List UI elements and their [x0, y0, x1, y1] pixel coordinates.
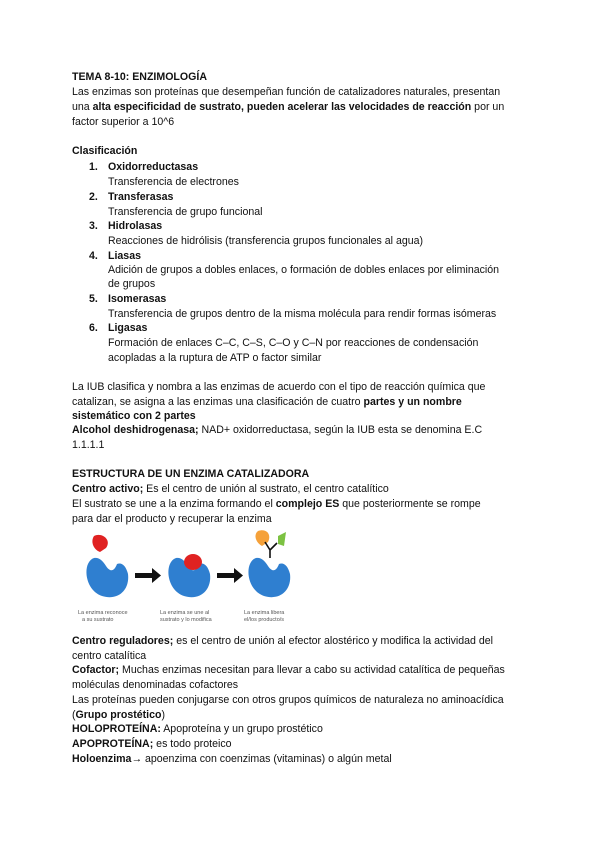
- holoenzyme-line: [72, 752, 392, 766]
- class-item-6-name: Ligasas: [108, 322, 148, 334]
- active-site-text: Es el centro de unión al sustrato, el centro catalítico: [143, 483, 389, 495]
- classification-heading: Clasificación: [72, 145, 138, 157]
- substrate-text-end: que posteriormente se rompe: [339, 498, 481, 510]
- intro-text: una: [72, 101, 93, 113]
- apoprotein-text: es todo proteico: [153, 738, 232, 750]
- class-item-4-desc: Adición de grupos a dobles enlaces, o formación de dobles enlaces por eliminación: [108, 264, 500, 276]
- cofactor-label: Cofactor;: [72, 664, 120, 676]
- regulators-line-1: [72, 634, 493, 648]
- cofactor-line-3: Las proteínas pueden conjugarse con otros grupos químicos de naturaleza no aminoacídica: [72, 694, 504, 706]
- class-item-6-number: 6.: [89, 322, 98, 334]
- class-item-2-desc: Transferencia de grupo funcional: [108, 206, 263, 218]
- iub-line-4: [72, 423, 482, 437]
- class-item-5-name: Isomerasas: [108, 293, 167, 305]
- iub-line-5: 1.1.1.1: [72, 439, 105, 451]
- page-title: TEMA 8-10: ENZIMOLOGÍA: [72, 71, 207, 83]
- enzyme-shape-1: [86, 558, 128, 597]
- caption-2-line-2: sustrato y lo modifica: [160, 617, 212, 623]
- es-complex-label: complejo ES: [275, 498, 340, 510]
- arrow-1: [135, 568, 161, 583]
- product-arrows-icon: [265, 542, 277, 558]
- class-item-3-number: 3.: [89, 220, 98, 232]
- iub-line-2: [72, 395, 462, 409]
- regulators-text: es el centro de unión al efector alostérico y modifica la actividad del: [173, 635, 494, 647]
- class-item-3-name: Hidrolasas: [108, 220, 163, 232]
- regulators-label: Centro reguladores;: [72, 635, 174, 647]
- substrate-line-1: [72, 497, 481, 511]
- active-site-label: Centro activo;: [72, 483, 144, 495]
- class-item-6-desc: Formación de enlaces C–C, C–S, C–O y C–N por reacciones de condensación: [108, 337, 479, 349]
- class-item-4-name: Liasas: [108, 250, 141, 262]
- class-item-1-name: Oxidorreductasas: [108, 161, 199, 173]
- panel-recognition: [86, 535, 128, 597]
- holoprotein-label: HOLOPROTEÍNA:: [72, 723, 161, 735]
- intro-text-end: por un: [471, 101, 505, 113]
- prosthetic-group-label: Grupo prostético: [75, 709, 162, 721]
- intro-line-2: [72, 100, 504, 114]
- enzyme-shape-3: [248, 558, 290, 597]
- arrow-2: [217, 568, 243, 583]
- class-item-3-desc: Reacciones de hidrólisis (transferencia grupos funcionales al agua): [108, 235, 424, 247]
- substrate-text: El sustrato se une a la enzima formando el: [72, 498, 276, 510]
- alcohol-dehydrogenase-label: Alcohol deshidrogenasa;: [72, 424, 199, 436]
- panel-binding: [168, 554, 210, 597]
- panel-release: [248, 530, 290, 597]
- caption-3-line-2: el/los producto/s: [244, 617, 285, 623]
- substrate-line-2: para dar el producto y recuperar la enzima: [72, 513, 272, 525]
- class-item-4-desc-cont: de grupos: [108, 278, 156, 290]
- class-item-2-name: Transferasas: [108, 191, 174, 203]
- intro-bold-text: alta especificidad de sustrato, pueden acelerar las velocidades de reacción: [92, 101, 472, 113]
- class-item-2-number: 2.: [89, 191, 98, 203]
- product-green-shape: [278, 532, 286, 546]
- class-item-5-number: 5.: [89, 293, 98, 305]
- class-item-6-desc-cont: acopladas a la ruptura de ATP o factor similar: [108, 352, 322, 364]
- class-item-1-number: 1.: [89, 161, 98, 173]
- holoprotein-line: [72, 722, 323, 736]
- holoenzyme-label: Holoenzima: [72, 753, 132, 765]
- substrate-shape-2: [184, 554, 202, 570]
- cofactor-text: Muchas enzimas necesitan para llevar a cabo su actividad catalítica de pequeñas: [119, 664, 505, 676]
- paren-open: (: [72, 709, 76, 721]
- holoenzyme-text: → apoenzima con coenzimas (vitaminas) o algún metal: [131, 753, 392, 765]
- class-item-5-desc: Transferencia de grupos dentro de la misma molécula para rendir formas isómeras: [108, 308, 497, 320]
- alcohol-dehydrogenase-text: NAD+ oxidorreductasa, según la IUB esta se denomina E.C: [198, 424, 483, 436]
- iub-text: catalizan, se asigna a las enzimas una clasificación de cuatro: [72, 396, 364, 408]
- cofactor-line-4: [72, 708, 165, 722]
- class-item-4-number: 4.: [89, 250, 98, 262]
- iub-line-1: La IUB clasifica y nombra a las enzimas de acuerdo con el tipo de reacción química que: [72, 381, 486, 393]
- cofactor-line-1: [72, 663, 505, 677]
- class-item-1-desc: Transferencia de electrones: [108, 176, 239, 188]
- holoprotein-text: Apoproteína y un grupo prostético: [160, 723, 323, 735]
- substrate-shape-1: [92, 535, 107, 552]
- structure-heading: ESTRUCTURA DE UN ENZIMA CATALIZADORA: [72, 468, 310, 480]
- paren-close: ): [161, 709, 165, 721]
- regulators-line-2: centro catalítica: [72, 650, 147, 662]
- iub-bold-text: partes y un nombre: [363, 396, 462, 408]
- caption-2-line-1: La enzima se une al: [160, 610, 210, 616]
- caption-3-line-1: La enzima libera: [244, 610, 285, 616]
- caption-1-line-1: La enzima reconoce: [78, 610, 128, 616]
- enzyme-mechanism-figure: [72, 528, 322, 626]
- active-site-line: [72, 482, 389, 496]
- cofactor-line-2: moléculas denominadas cofactores: [72, 679, 239, 691]
- iub-line-3: sistemático con 2 partes: [72, 410, 196, 422]
- product-orange-shape: [255, 530, 269, 546]
- apoprotein-line: [72, 737, 232, 751]
- apoprotein-label: APOPROTEÍNA;: [72, 738, 154, 750]
- caption-1-line-2: a su sustrato: [82, 617, 114, 623]
- intro-line-3: factor superior a 10^6: [72, 116, 175, 128]
- intro-line-1: Las enzimas son proteínas que desempeñan función de catalizadores naturales, presentan: [72, 86, 501, 98]
